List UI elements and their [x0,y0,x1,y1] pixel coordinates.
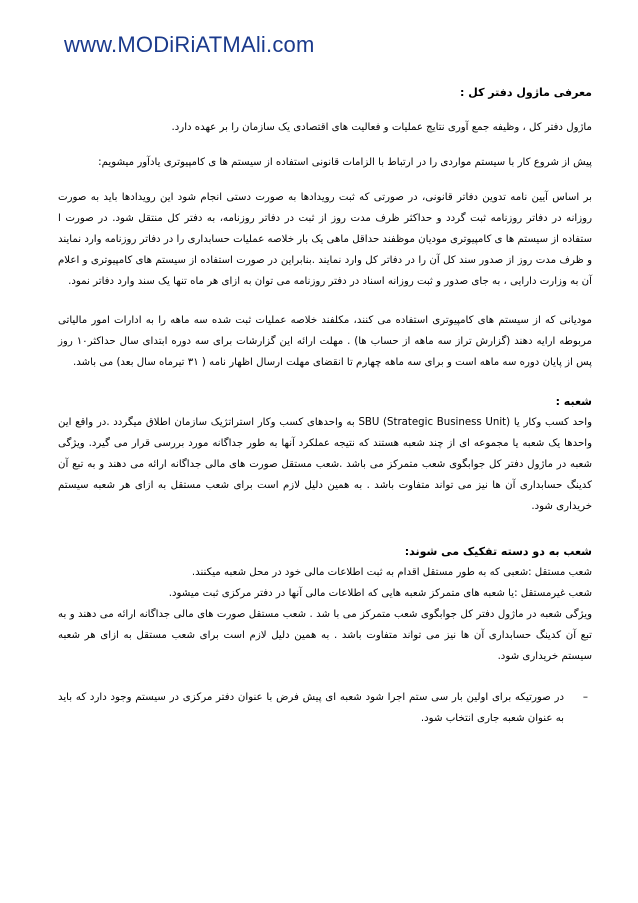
branch-feature-paragraph: ویژگی شعبه در ماژول دفتر کل جوابگوی شعب متمرکز می با شد . شعب مستقل صورت های مالی جداگانه ارائه می دهند و به تبع آن کدینگ حسابداری آن ها نیز می تواند متفاوت باشد . به همین دلیل لازم است برای شعب مستقل به ازای هر شعبه سیستم خریداری شود. [58,609,592,662]
branch-heading: شعبه : [555,395,592,408]
dependent-branch-line: شعب غیرمستقل :یا شعبه های متمرکز شعبه هایی که اطلاعات مالی آنها در دفتر مرکزی ثبت میشود. [168,588,592,599]
legal-requirements-paragraph: بر اساس آیین نامه تدوین دفاتر قانونی، در صورتی که ثبت رویدادها به صورت دستی انجام شود این رویدادها باید به صورت روزانه در دفاتر روزنامه ثبت گردد و حداکثر ظرف مدت روز از ثبت در دفاتر روزنامه، به دفتر کل منتقل شود. در صورت ا ستفاده از سیستم ها ی کامپیوتری مودیان موظفند حداقل ماهی یک بار خلاصه عملیات حسابداری را در دفاتر روزنامه وارد نمایند و ظرف مدت روز از صدور سند کل آن را در دفاتر کل وارد نمایند .بنابراین در صورت استفاده از سیستم های کامپیوتری و اعلام آن به وزارت دارایی ، به جای صدور و ثبت روزانه اسناد در دفتر روزنامه می توان به ازای هر ماه تنها یک سند وارد دفاتر نمود. [58,192,592,287]
independent-branch-line: شعب مستقل :شعبی که به طور مستقل اقدام به ثبت اطلاعات مالی خود در محل شعبه میکنند. [191,567,592,578]
site-url[interactable]: www.MODiRiATMAli.com [64,32,315,57]
intro-paragraph: ماژول دفتر کل ، وظیفه جمع آوری نتایج عملیات و فعالیت های اقتصادی یک سازمان را بر عهده دارد. [171,122,592,133]
taxpayers-paragraph: مودیانی که از سیستم های کامپیوتری استفاده می کنند، مکلفند خلاصه عملیات ثبت شده سه ماهه را به ادارات امور مالیاتی مربوطه ارایه دهند (گزارش تراز سه ماهه از حساب ها) . مهلت ارائه این گزارشات برای سه دوره ابتدای سال حداکثر۱۰ روز پس از پایان دوره سه ماهه است و برای سه ماهه چهارم تا انقضای مهلت ارسال اظهار نامه ( ۳۱ تیرماه سال بعد) می باشد. [58,315,592,368]
document-body [58,82,592,729]
bullet-dash: – [582,692,588,703]
branch-paragraph: واحد کسب وکار یا SBU (Strategic Business Unit) به واحدهای کسب وکار استراتژیک سازمان اطلاق میگردد .در واقع این واحدها یک شعبه یا مجموعه ای از چند شعبه هستند که نتیجه عملکرد آنها به طور جداگانه مورد بررسی قرار می گیرد. ویژگی شعبه در ماژول دفتر کل جوابگوی شعب متمرکز می باشد .شعب مستقل صورت های مالی جداگانه ارائه می دهند و به تبع آن کدینگ حسابداری آن ها نیز می تواند متفاوت باشد . به همین دلیل لازم است برای شعب مستقل به ازای هر شعبه سیستم خریداری شود. [58,417,592,512]
list-item [58,687,592,729]
bullet-text: در صورتیکه برای اولین بار سی ستم اجرا شود شعبه ای پیش فرض با عنوان دفتر مرکزی در سیستم وجود دارد که باید به عنوان شعبه جاری انتخاب شود. [58,692,564,724]
intro-reminder: پیش از شروع کار با سیستم مواردی را در ارتباط با الزامات قانونی استفاده از سیستم ها ی کامپیوتری یادآور میشویم: [98,157,592,168]
branch-types-heading: شعب به دو دسته تفکیک می شوند: [404,545,592,558]
page-title: معرفی ماژول دفتر کل : [460,86,592,99]
